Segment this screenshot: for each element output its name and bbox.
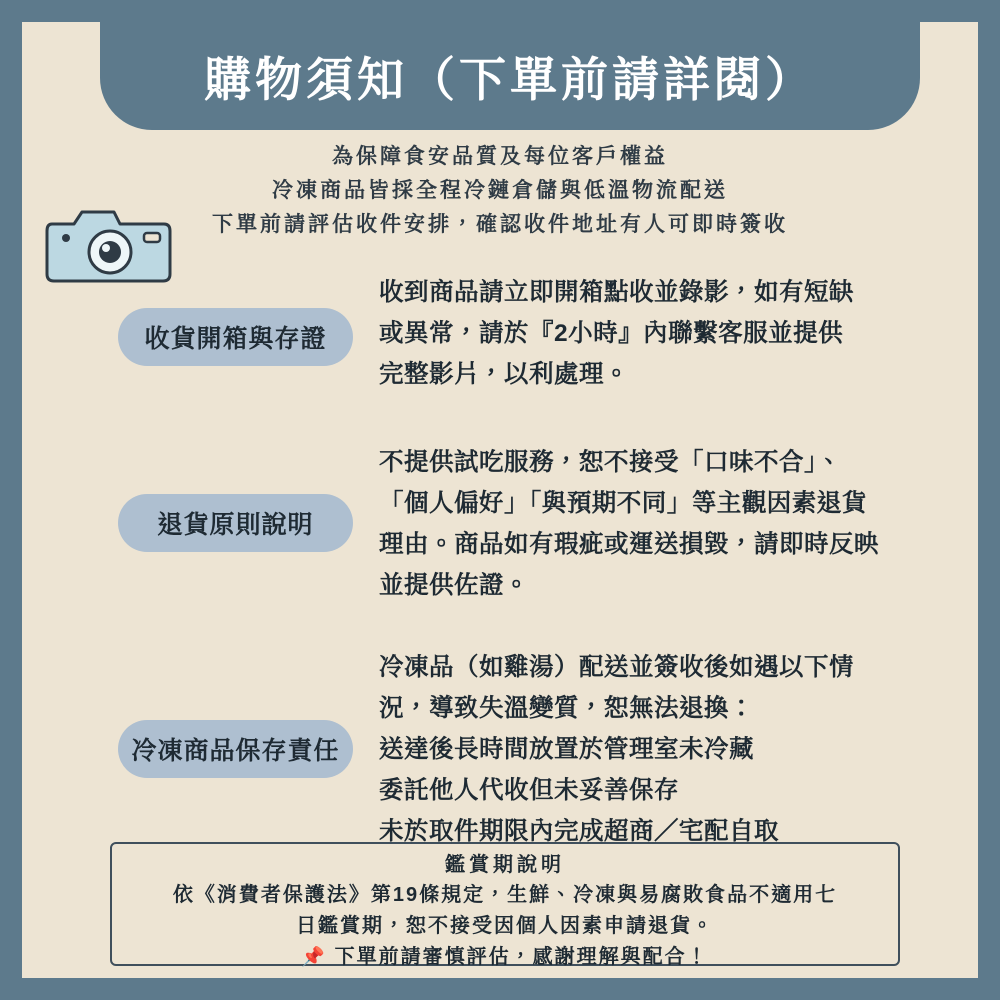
footer-line-1: 依《消費者保護法》第19條規定，生鮮、冷凍與易腐敗食品不適用七 [172,884,838,906]
section-3-line-2: 況，導致失溫變質，恕無法退換： [379,695,754,722]
section-3-line-4: 委託他人代收但未妥善保存 [379,777,679,804]
section-3-line-3: 送達後長時間放置於管理室未冷藏 [379,736,754,763]
section-2-line-4: 並提供佐證。 [379,572,529,599]
section-body-return-policy [379,442,879,606]
poster-inner [22,22,978,978]
section-badge-receiving: 收貨開箱與存證 [118,308,353,366]
section-frozen-storage [118,647,854,852]
section-body-frozen-storage [379,647,854,852]
section-badge-frozen-storage: 冷凍商品保存責任 [118,720,353,778]
footer-title: 鑑賞期說明 [445,854,565,876]
section-3-line-5: 未於取件期限內完成超商／宅配自取 [379,818,779,845]
footer-line-3-text: 下單前請審慎評估，感謝理解與配合！ [334,946,709,968]
intro-line-2: 冷凍商品皆採全程冷鏈倉儲與低溫物流配送 [272,179,728,202]
section-badge-return-policy: 退貨原則說明 [118,494,353,552]
section-1-line-1: 收到商品請立即開箱點收並錄影，如有短缺 [379,279,854,306]
cooling-off-notice [110,842,900,966]
page-title: 購物須知（下單前請詳閱） [204,52,816,106]
section-1-line-3: 完整影片，以利處理。 [379,361,629,388]
pushpin-icon: 📌 [301,947,328,968]
title-banner [100,22,920,130]
footer-line-2: 日鑑賞期，恕不接受因個人因素申請退貨。 [296,915,714,937]
section-1-line-2: 或異常，請於『2小時』內聯繫客服並提供 [379,320,844,347]
section-3-line-1: 冷凍品（如雞湯）配送並簽收後如遇以下情 [379,654,854,681]
section-receiving [118,272,854,395]
intro-line-3: 下單前請評估收件安排，確認收件地址有人可即時簽收 [212,213,788,236]
section-2-line-3: 理由。商品如有瑕疵或運送損毀，請即時反映 [379,531,879,558]
intro-line-1: 為保障食安品質及每位客戶權益 [332,145,668,168]
section-return-policy [118,442,879,606]
section-2-line-1: 不提供試吃服務，恕不接受「口味不合」、 [379,449,842,476]
footer-line-3 [112,942,898,973]
section-2-line-2: 「個人偏好」「與預期不同」等主觀因素退貨 [379,490,867,517]
section-body-receiving [379,272,854,395]
